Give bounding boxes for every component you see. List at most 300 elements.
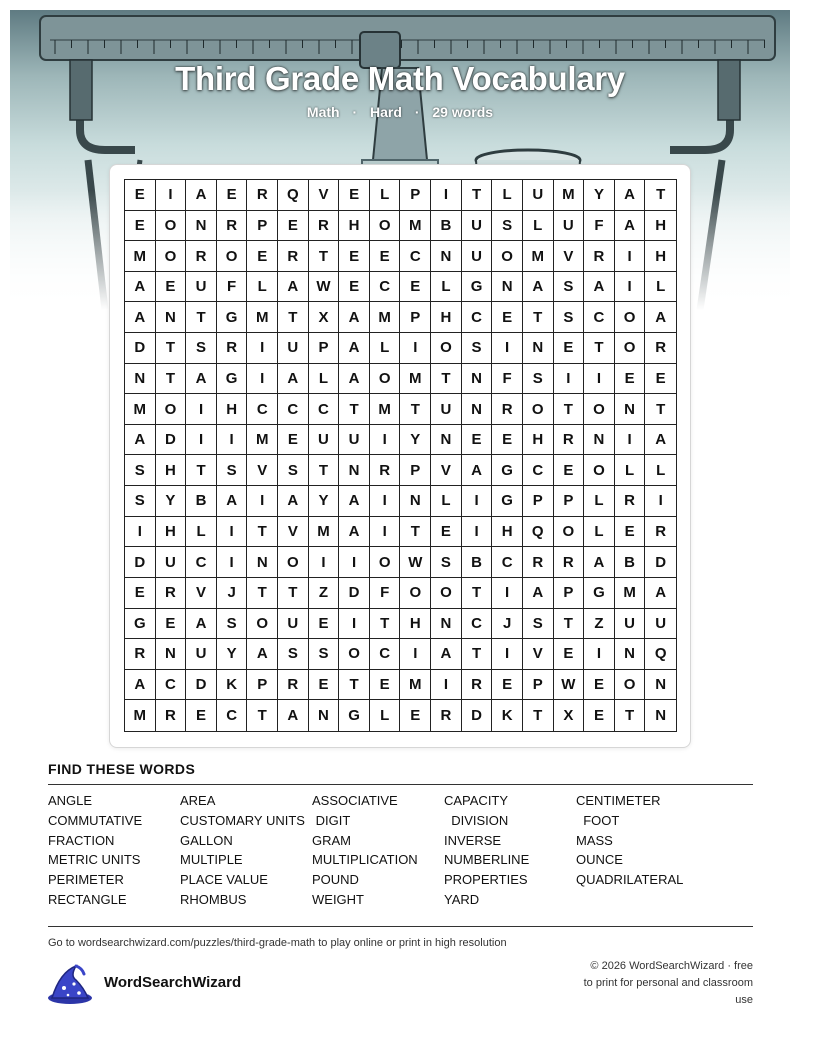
grid-cell[interactable]: T [156,364,187,395]
grid-cell[interactable]: T [186,302,217,333]
grid-cell[interactable]: S [125,455,156,486]
grid-cell[interactable]: A [339,364,370,395]
grid-cell[interactable]: P [400,180,431,211]
grid-cell[interactable]: I [492,578,523,609]
grid-cell[interactable]: M [400,364,431,395]
grid-cell[interactable]: A [645,578,676,609]
grid-cell[interactable]: O [156,241,187,272]
grid-cell[interactable]: E [339,272,370,303]
grid-cell[interactable]: F [584,211,615,242]
grid-cell[interactable]: L [186,517,217,548]
grid-cell[interactable]: P [523,670,554,701]
grid-cell[interactable]: S [217,609,248,640]
grid-cell[interactable]: L [370,700,401,731]
grid-cell[interactable]: I [309,547,340,578]
grid-cell[interactable]: N [462,394,493,425]
grid-cell[interactable]: N [247,547,278,578]
grid-cell[interactable]: T [247,700,278,731]
grid-cell[interactable]: M [370,302,401,333]
grid-cell[interactable]: R [645,517,676,548]
grid-cell[interactable]: C [309,394,340,425]
grid-cell[interactable]: E [339,180,370,211]
grid-cell[interactable]: O [431,578,462,609]
grid-cell[interactable]: A [125,425,156,456]
grid-cell[interactable]: H [523,425,554,456]
grid-cell[interactable]: S [278,639,309,670]
grid-cell[interactable]: Y [400,425,431,456]
grid-cell[interactable]: T [309,455,340,486]
grid-cell[interactable]: T [370,609,401,640]
grid-cell[interactable]: O [339,639,370,670]
grid-cell[interactable]: N [523,333,554,364]
grid-cell[interactable]: R [554,425,585,456]
grid-cell[interactable]: Y [156,486,187,517]
grid-cell[interactable]: I [370,425,401,456]
grid-cell[interactable]: P [523,486,554,517]
grid-cell[interactable]: E [400,700,431,731]
grid-cell[interactable]: I [645,486,676,517]
grid-cell[interactable]: E [492,302,523,333]
grid-cell[interactable]: E [247,241,278,272]
grid-cell[interactable]: H [400,609,431,640]
grid-cell[interactable]: C [523,455,554,486]
grid-cell[interactable]: E [339,241,370,272]
grid-cell[interactable]: A [125,272,156,303]
grid-cell[interactable]: M [125,700,156,731]
grid-cell[interactable]: B [615,547,646,578]
grid-cell[interactable]: A [615,180,646,211]
grid-cell[interactable]: S [554,272,585,303]
grid-cell[interactable]: V [523,639,554,670]
grid-cell[interactable]: A [339,302,370,333]
grid-cell[interactable]: E [645,364,676,395]
grid-cell[interactable]: B [186,486,217,517]
grid-cell[interactable]: M [125,241,156,272]
grid-cell[interactable]: O [615,302,646,333]
grid-cell[interactable]: I [186,394,217,425]
grid-cell[interactable]: L [370,180,401,211]
grid-cell[interactable]: C [278,394,309,425]
grid-cell[interactable]: U [186,272,217,303]
grid-cell[interactable]: O [584,394,615,425]
grid-cell[interactable]: N [125,364,156,395]
grid-cell[interactable]: I [339,609,370,640]
grid-cell[interactable]: J [492,609,523,640]
grid-cell[interactable]: I [492,333,523,364]
grid-cell[interactable]: A [125,302,156,333]
grid-cell[interactable]: R [156,578,187,609]
grid-cell[interactable]: F [370,578,401,609]
grid-cell[interactable]: U [554,211,585,242]
grid-cell[interactable]: L [309,364,340,395]
grid-cell[interactable]: H [156,455,187,486]
grid-cell[interactable]: A [615,211,646,242]
grid-cell[interactable]: C [462,302,493,333]
grid-cell[interactable]: T [645,394,676,425]
grid-cell[interactable]: A [339,517,370,548]
grid-cell[interactable]: K [217,670,248,701]
grid-cell[interactable]: L [645,455,676,486]
grid-cell[interactable]: A [186,180,217,211]
grid-cell[interactable]: T [247,578,278,609]
grid-cell[interactable]: D [462,700,493,731]
grid-cell[interactable]: U [309,425,340,456]
grid-cell[interactable]: I [462,486,493,517]
grid-cell[interactable]: V [431,455,462,486]
grid-cell[interactable]: T [339,670,370,701]
grid-cell[interactable]: U [462,211,493,242]
grid-cell[interactable]: L [523,211,554,242]
grid-cell[interactable]: N [339,455,370,486]
grid-cell[interactable]: G [125,609,156,640]
grid-cell[interactable]: R [462,670,493,701]
grid-cell[interactable]: V [554,241,585,272]
grid-cell[interactable]: E [584,700,615,731]
grid-cell[interactable]: N [431,609,462,640]
grid-cell[interactable]: T [462,180,493,211]
grid-cell[interactable]: O [370,211,401,242]
grid-cell[interactable]: Q [645,639,676,670]
grid-cell[interactable]: X [309,302,340,333]
grid-cell[interactable]: N [309,700,340,731]
grid-cell[interactable]: R [523,547,554,578]
grid-cell[interactable]: B [462,547,493,578]
grid-cell[interactable]: V [309,180,340,211]
grid-cell[interactable]: A [523,272,554,303]
grid-cell[interactable]: H [645,211,676,242]
grid-cell[interactable]: I [339,547,370,578]
grid-cell[interactable]: R [186,241,217,272]
grid-cell[interactable]: I [125,517,156,548]
grid-cell[interactable]: L [615,455,646,486]
grid-cell[interactable]: T [186,455,217,486]
grid-cell[interactable]: I [400,333,431,364]
grid-cell[interactable]: S [554,302,585,333]
grid-cell[interactable]: T [339,394,370,425]
grid-cell[interactable]: S [523,609,554,640]
grid-cell[interactable]: H [339,211,370,242]
grid-cell[interactable]: S [309,639,340,670]
grid-cell[interactable]: T [645,180,676,211]
grid-cell[interactable]: A [278,364,309,395]
grid-cell[interactable]: E [125,211,156,242]
grid-cell[interactable]: D [125,547,156,578]
grid-cell[interactable]: O [156,211,187,242]
grid-cell[interactable]: C [584,302,615,333]
grid-cell[interactable]: E [400,272,431,303]
grid-cell[interactable]: O [523,394,554,425]
grid-cell[interactable]: O [217,241,248,272]
grid-cell[interactable]: A [186,364,217,395]
grid-cell[interactable]: T [523,700,554,731]
grid-cell[interactable]: P [247,211,278,242]
grid-cell[interactable]: V [186,578,217,609]
grid-cell[interactable]: E [584,670,615,701]
grid-cell[interactable]: V [278,517,309,548]
grid-cell[interactable]: X [554,700,585,731]
grid-cell[interactable]: T [400,394,431,425]
grid-cell[interactable]: R [370,455,401,486]
grid-cell[interactable]: N [156,302,187,333]
grid-cell[interactable]: L [370,333,401,364]
grid-cell[interactable]: I [247,364,278,395]
grid-cell[interactable]: G [462,272,493,303]
grid-cell[interactable]: U [278,333,309,364]
grid-cell[interactable]: G [339,700,370,731]
grid-cell[interactable]: E [278,211,309,242]
grid-cell[interactable]: I [247,486,278,517]
grid-cell[interactable]: W [309,272,340,303]
grid-cell[interactable]: I [247,333,278,364]
grid-cell[interactable]: S [125,486,156,517]
grid-cell[interactable]: C [370,272,401,303]
grid-cell[interactable]: R [247,180,278,211]
grid-cell[interactable]: U [462,241,493,272]
grid-cell[interactable]: R [217,211,248,242]
grid-cell[interactable]: N [400,486,431,517]
grid-cell[interactable]: R [615,486,646,517]
grid-cell[interactable]: F [492,364,523,395]
grid-cell[interactable]: A [645,425,676,456]
grid-cell[interactable]: M [554,180,585,211]
grid-cell[interactable]: D [186,670,217,701]
grid-cell[interactable]: I [370,486,401,517]
grid-cell[interactable]: I [156,180,187,211]
grid-cell[interactable]: M [309,517,340,548]
grid-cell[interactable]: P [554,578,585,609]
grid-cell[interactable]: I [462,517,493,548]
grid-cell[interactable]: N [584,425,615,456]
grid-cell[interactable]: O [492,241,523,272]
grid-cell[interactable]: P [554,486,585,517]
grid-cell[interactable]: G [217,302,248,333]
grid-cell[interactable]: U [156,547,187,578]
grid-cell[interactable]: U [186,639,217,670]
grid-cell[interactable]: M [523,241,554,272]
grid-cell[interactable]: G [492,455,523,486]
grid-cell[interactable]: O [554,517,585,548]
grid-cell[interactable]: R [125,639,156,670]
grid-cell[interactable]: I [615,241,646,272]
grid-cell[interactable]: E [492,670,523,701]
grid-cell[interactable]: I [584,639,615,670]
grid-cell[interactable]: E [431,517,462,548]
grid-cell[interactable]: N [492,272,523,303]
grid-cell[interactable]: R [492,394,523,425]
grid-cell[interactable]: L [645,272,676,303]
grid-cell[interactable]: A [278,700,309,731]
grid-cell[interactable]: W [554,670,585,701]
grid-cell[interactable]: E [370,670,401,701]
grid-cell[interactable]: M [125,394,156,425]
grid-cell[interactable]: T [554,394,585,425]
grid-cell[interactable]: Q [523,517,554,548]
grid-cell[interactable]: E [125,578,156,609]
grid-cell[interactable]: O [431,333,462,364]
grid-cell[interactable]: L [492,180,523,211]
grid-cell[interactable]: O [615,670,646,701]
grid-cell[interactable]: I [370,517,401,548]
grid-cell[interactable]: I [554,364,585,395]
grid-cell[interactable]: E [615,364,646,395]
grid-cell[interactable]: U [615,609,646,640]
grid-cell[interactable]: A [462,455,493,486]
grid-cell[interactable]: C [370,639,401,670]
grid-cell[interactable]: I [431,670,462,701]
grid-cell[interactable]: A [217,486,248,517]
grid-cell[interactable]: D [645,547,676,578]
grid-cell[interactable]: P [400,302,431,333]
grid-cell[interactable]: A [523,578,554,609]
grid-cell[interactable]: E [615,517,646,548]
grid-cell[interactable]: U [645,609,676,640]
grid-cell[interactable]: V [247,455,278,486]
grid-cell[interactable]: P [247,670,278,701]
grid-cell[interactable]: O [400,578,431,609]
grid-cell[interactable]: T [278,578,309,609]
grid-cell[interactable]: T [156,333,187,364]
grid-cell[interactable]: A [247,639,278,670]
grid-cell[interactable]: E [309,670,340,701]
grid-cell[interactable]: A [339,486,370,517]
grid-cell[interactable]: D [339,578,370,609]
grid-cell[interactable]: L [431,272,462,303]
grid-cell[interactable]: M [247,425,278,456]
grid-cell[interactable]: R [156,700,187,731]
grid-cell[interactable]: E [186,700,217,731]
grid-cell[interactable]: S [278,455,309,486]
grid-cell[interactable]: R [584,241,615,272]
grid-cell[interactable]: T [615,700,646,731]
grid-cell[interactable]: R [278,670,309,701]
grid-cell[interactable]: E [278,425,309,456]
grid-cell[interactable]: E [125,180,156,211]
grid-cell[interactable]: T [431,364,462,395]
grid-cell[interactable]: N [431,241,462,272]
grid-cell[interactable]: I [431,180,462,211]
grid-cell[interactable]: S [523,364,554,395]
grid-cell[interactable]: N [462,364,493,395]
grid-cell[interactable]: L [431,486,462,517]
grid-cell[interactable]: A [584,547,615,578]
grid-cell[interactable]: A [278,272,309,303]
grid-cell[interactable]: A [125,670,156,701]
grid-cell[interactable]: E [554,333,585,364]
grid-cell[interactable]: C [156,670,187,701]
grid-cell[interactable]: U [339,425,370,456]
grid-cell[interactable]: Y [217,639,248,670]
grid-cell[interactable]: L [584,517,615,548]
grid-cell[interactable]: M [615,578,646,609]
grid-cell[interactable]: A [645,302,676,333]
grid-cell[interactable]: Q [278,180,309,211]
footer-link-text[interactable]: Go to wordsearchwizard.com/puzzles/third-grade-math to play online or print in high resolution [48,937,507,949]
grid-cell[interactable]: T [462,639,493,670]
grid-cell[interactable]: M [400,670,431,701]
grid-cell[interactable]: U [523,180,554,211]
grid-cell[interactable]: A [186,609,217,640]
grid-cell[interactable]: T [309,241,340,272]
grid-cell[interactable]: D [156,425,187,456]
grid-cell[interactable]: I [615,272,646,303]
grid-cell[interactable]: U [278,609,309,640]
grid-cell[interactable]: P [309,333,340,364]
grid-cell[interactable]: H [156,517,187,548]
grid-cell[interactable]: E [217,180,248,211]
grid-cell[interactable]: S [186,333,217,364]
grid-cell[interactable]: S [431,547,462,578]
grid-cell[interactable]: N [156,639,187,670]
grid-cell[interactable]: M [247,302,278,333]
grid-cell[interactable]: N [431,425,462,456]
grid-cell[interactable]: E [370,241,401,272]
grid-cell[interactable]: I [492,639,523,670]
grid-cell[interactable]: O [278,547,309,578]
grid-cell[interactable]: H [645,241,676,272]
grid-cell[interactable]: G [492,486,523,517]
grid-cell[interactable]: L [247,272,278,303]
grid-cell[interactable]: R [278,241,309,272]
grid-cell[interactable]: M [400,211,431,242]
grid-cell[interactable]: R [217,333,248,364]
grid-cell[interactable]: N [615,639,646,670]
grid-cell[interactable]: T [584,333,615,364]
grid-cell[interactable]: R [554,547,585,578]
grid-cell[interactable]: I [217,547,248,578]
grid-cell[interactable]: M [370,394,401,425]
grid-cell[interactable]: F [217,272,248,303]
grid-cell[interactable]: P [400,455,431,486]
grid-cell[interactable]: G [584,578,615,609]
grid-cell[interactable]: B [431,211,462,242]
grid-cell[interactable]: T [523,302,554,333]
grid-cell[interactable]: C [186,547,217,578]
grid-cell[interactable]: S [462,333,493,364]
grid-cell[interactable]: O [615,333,646,364]
grid-cell[interactable]: J [217,578,248,609]
grid-cell[interactable]: C [492,547,523,578]
letter-grid[interactable] [124,179,677,732]
grid-cell[interactable]: E [462,425,493,456]
grid-cell[interactable]: L [584,486,615,517]
grid-cell[interactable]: I [584,364,615,395]
grid-cell[interactable]: T [554,609,585,640]
grid-cell[interactable]: E [554,455,585,486]
grid-cell[interactable]: O [156,394,187,425]
grid-cell[interactable]: G [217,364,248,395]
grid-cell[interactable]: T [400,517,431,548]
grid-cell[interactable]: S [217,455,248,486]
grid-cell[interactable]: N [645,670,676,701]
grid-cell[interactable]: Z [309,578,340,609]
grid-cell[interactable]: O [584,455,615,486]
grid-cell[interactable]: H [492,517,523,548]
grid-cell[interactable]: C [400,241,431,272]
grid-cell[interactable]: O [247,609,278,640]
grid-cell[interactable]: E [554,639,585,670]
grid-cell[interactable]: Z [584,609,615,640]
grid-cell[interactable]: A [339,333,370,364]
grid-cell[interactable]: I [186,425,217,456]
grid-cell[interactable]: H [217,394,248,425]
grid-cell[interactable]: Y [584,180,615,211]
grid-cell[interactable]: C [462,609,493,640]
grid-cell[interactable]: R [645,333,676,364]
grid-cell[interactable]: I [217,425,248,456]
grid-cell[interactable]: R [309,211,340,242]
grid-cell[interactable]: T [247,517,278,548]
grid-cell[interactable]: N [655,707,667,725]
